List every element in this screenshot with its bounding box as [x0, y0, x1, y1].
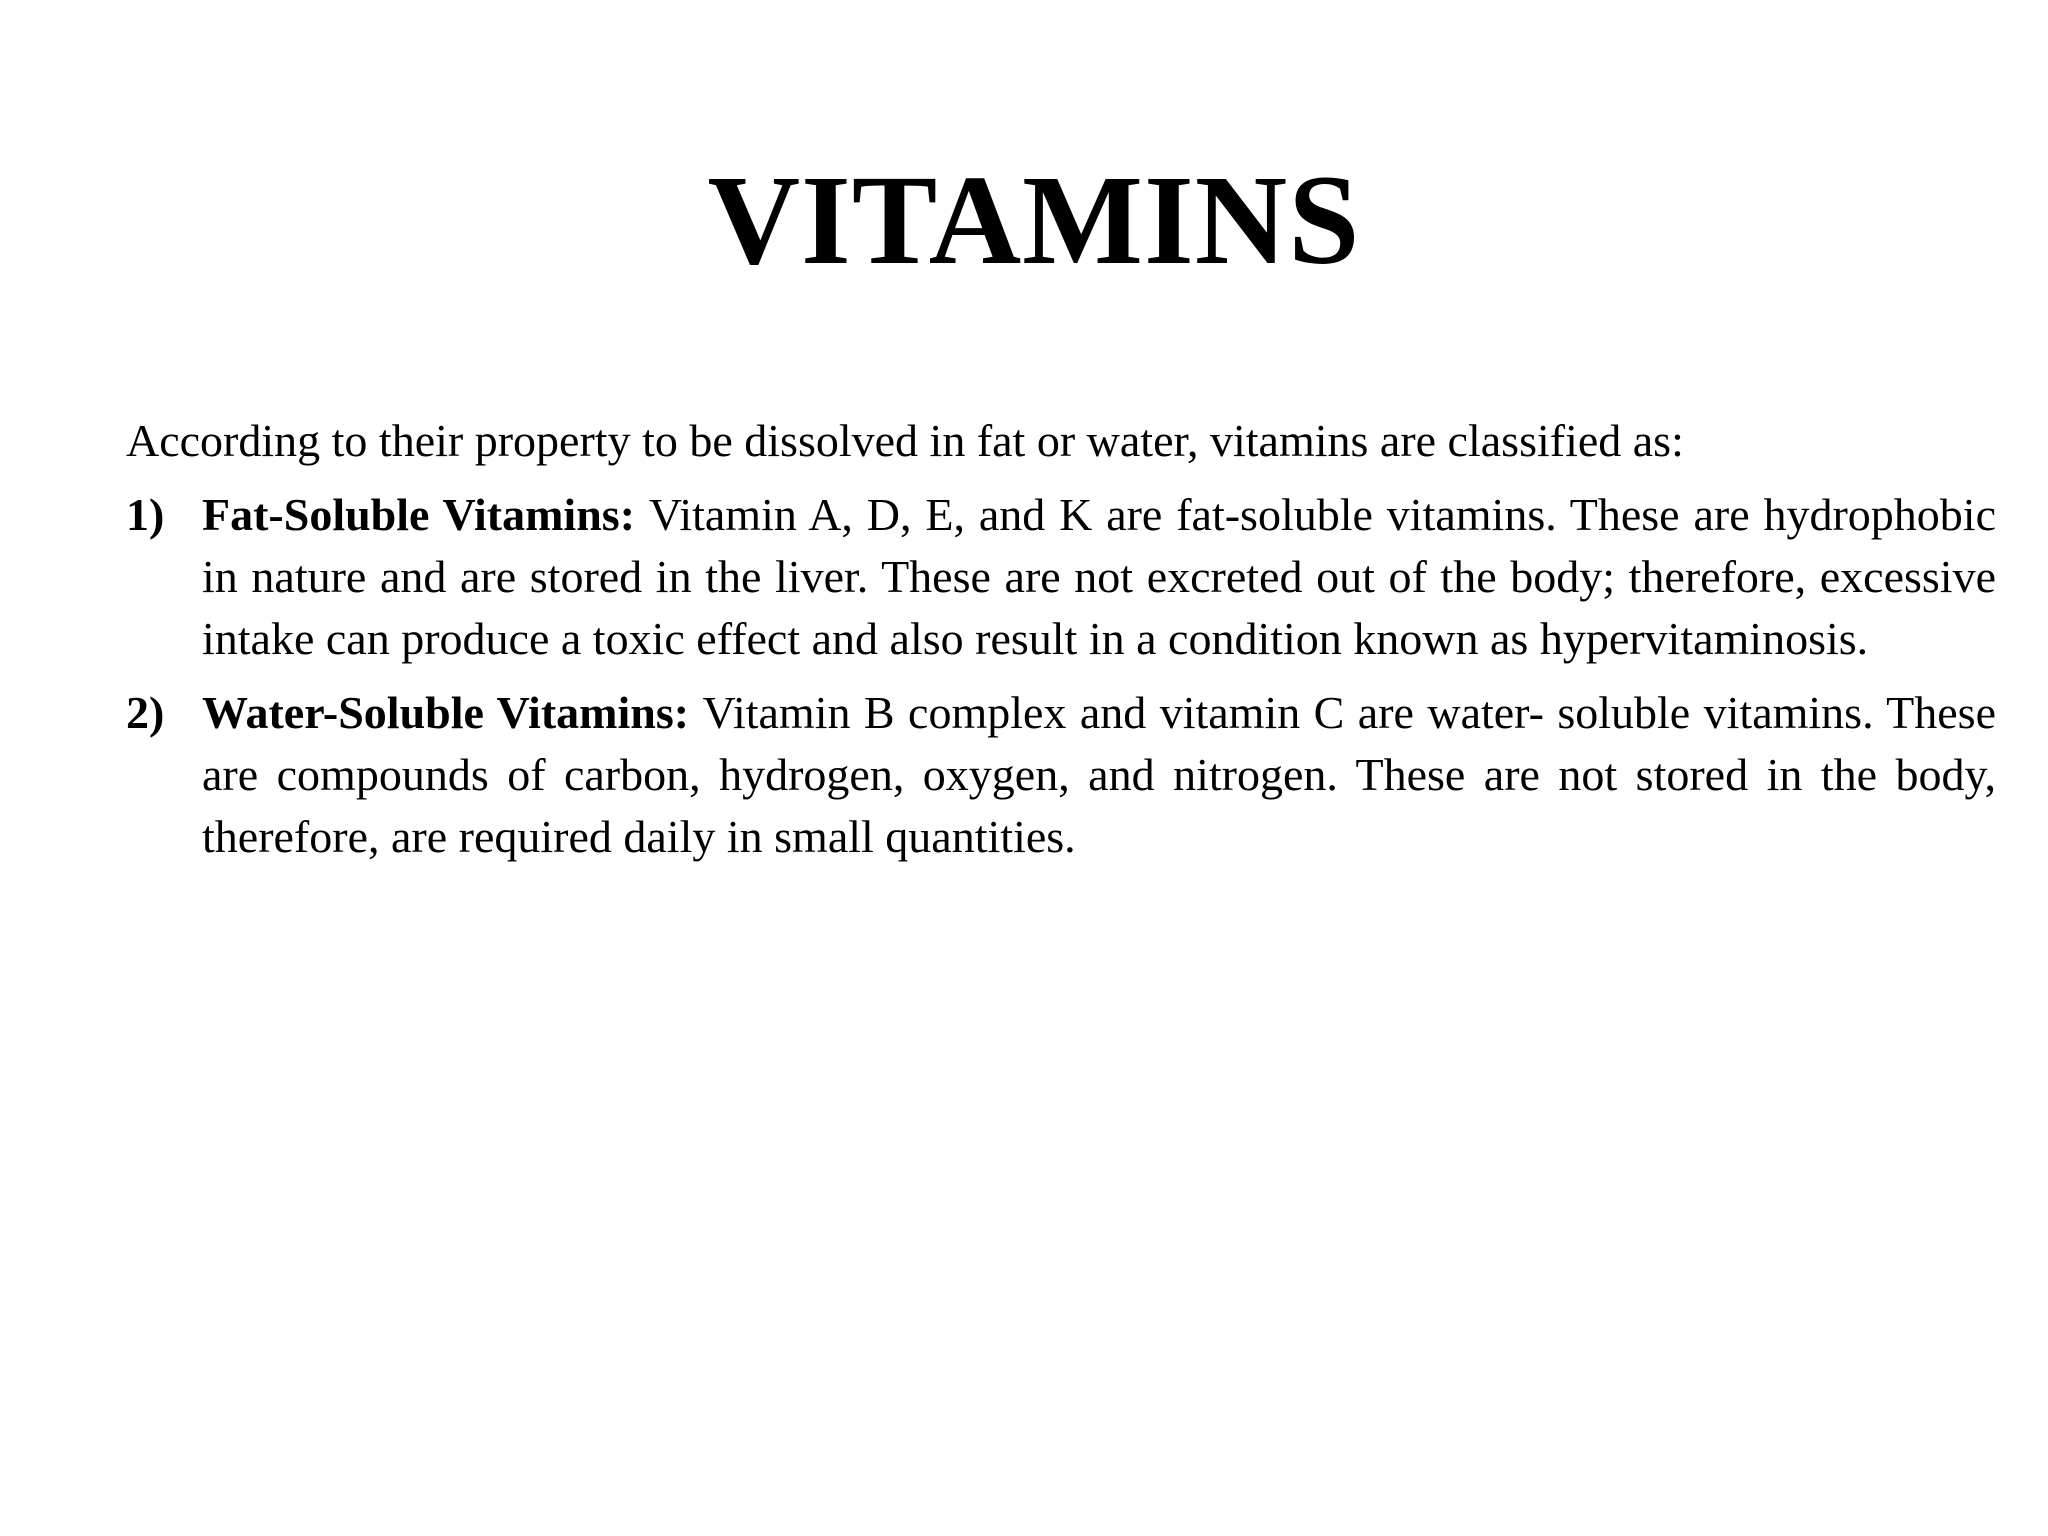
list-item-heading: Water-Soluble Vitamins: — [202, 687, 703, 738]
slide-body — [126, 410, 1996, 880]
list-item-heading: Fat-Soluble Vitamins: — [202, 489, 649, 540]
list-item-fat-soluble — [126, 484, 1996, 670]
list-item-water-soluble — [126, 682, 1996, 868]
intro-text: According to their property to be dissolved in fat or water, vitamins are classified as: — [126, 415, 1684, 466]
list-item-number: 1) — [126, 489, 165, 540]
list-item-text: Vitamin B complex and vitamin C are water- soluble vitamins. These are compounds of carbon, hydrogen, oxygen, and nitrogen. These are not stored in the body, therefore, are required daily in small quantities. — [202, 687, 1997, 862]
list-item-number: 2) — [126, 687, 165, 738]
list-item-text: Vitamin A, D, E, and K are fat-soluble vitamins. These are hydrophobic in nature and are stored in the liver. These are not excreted out of the body; therefore, excessive intake can produce a toxic effect and also result in a condition known as hypervitaminosis. — [202, 489, 1996, 664]
slide-title: VITAMINS — [707, 149, 1361, 291]
